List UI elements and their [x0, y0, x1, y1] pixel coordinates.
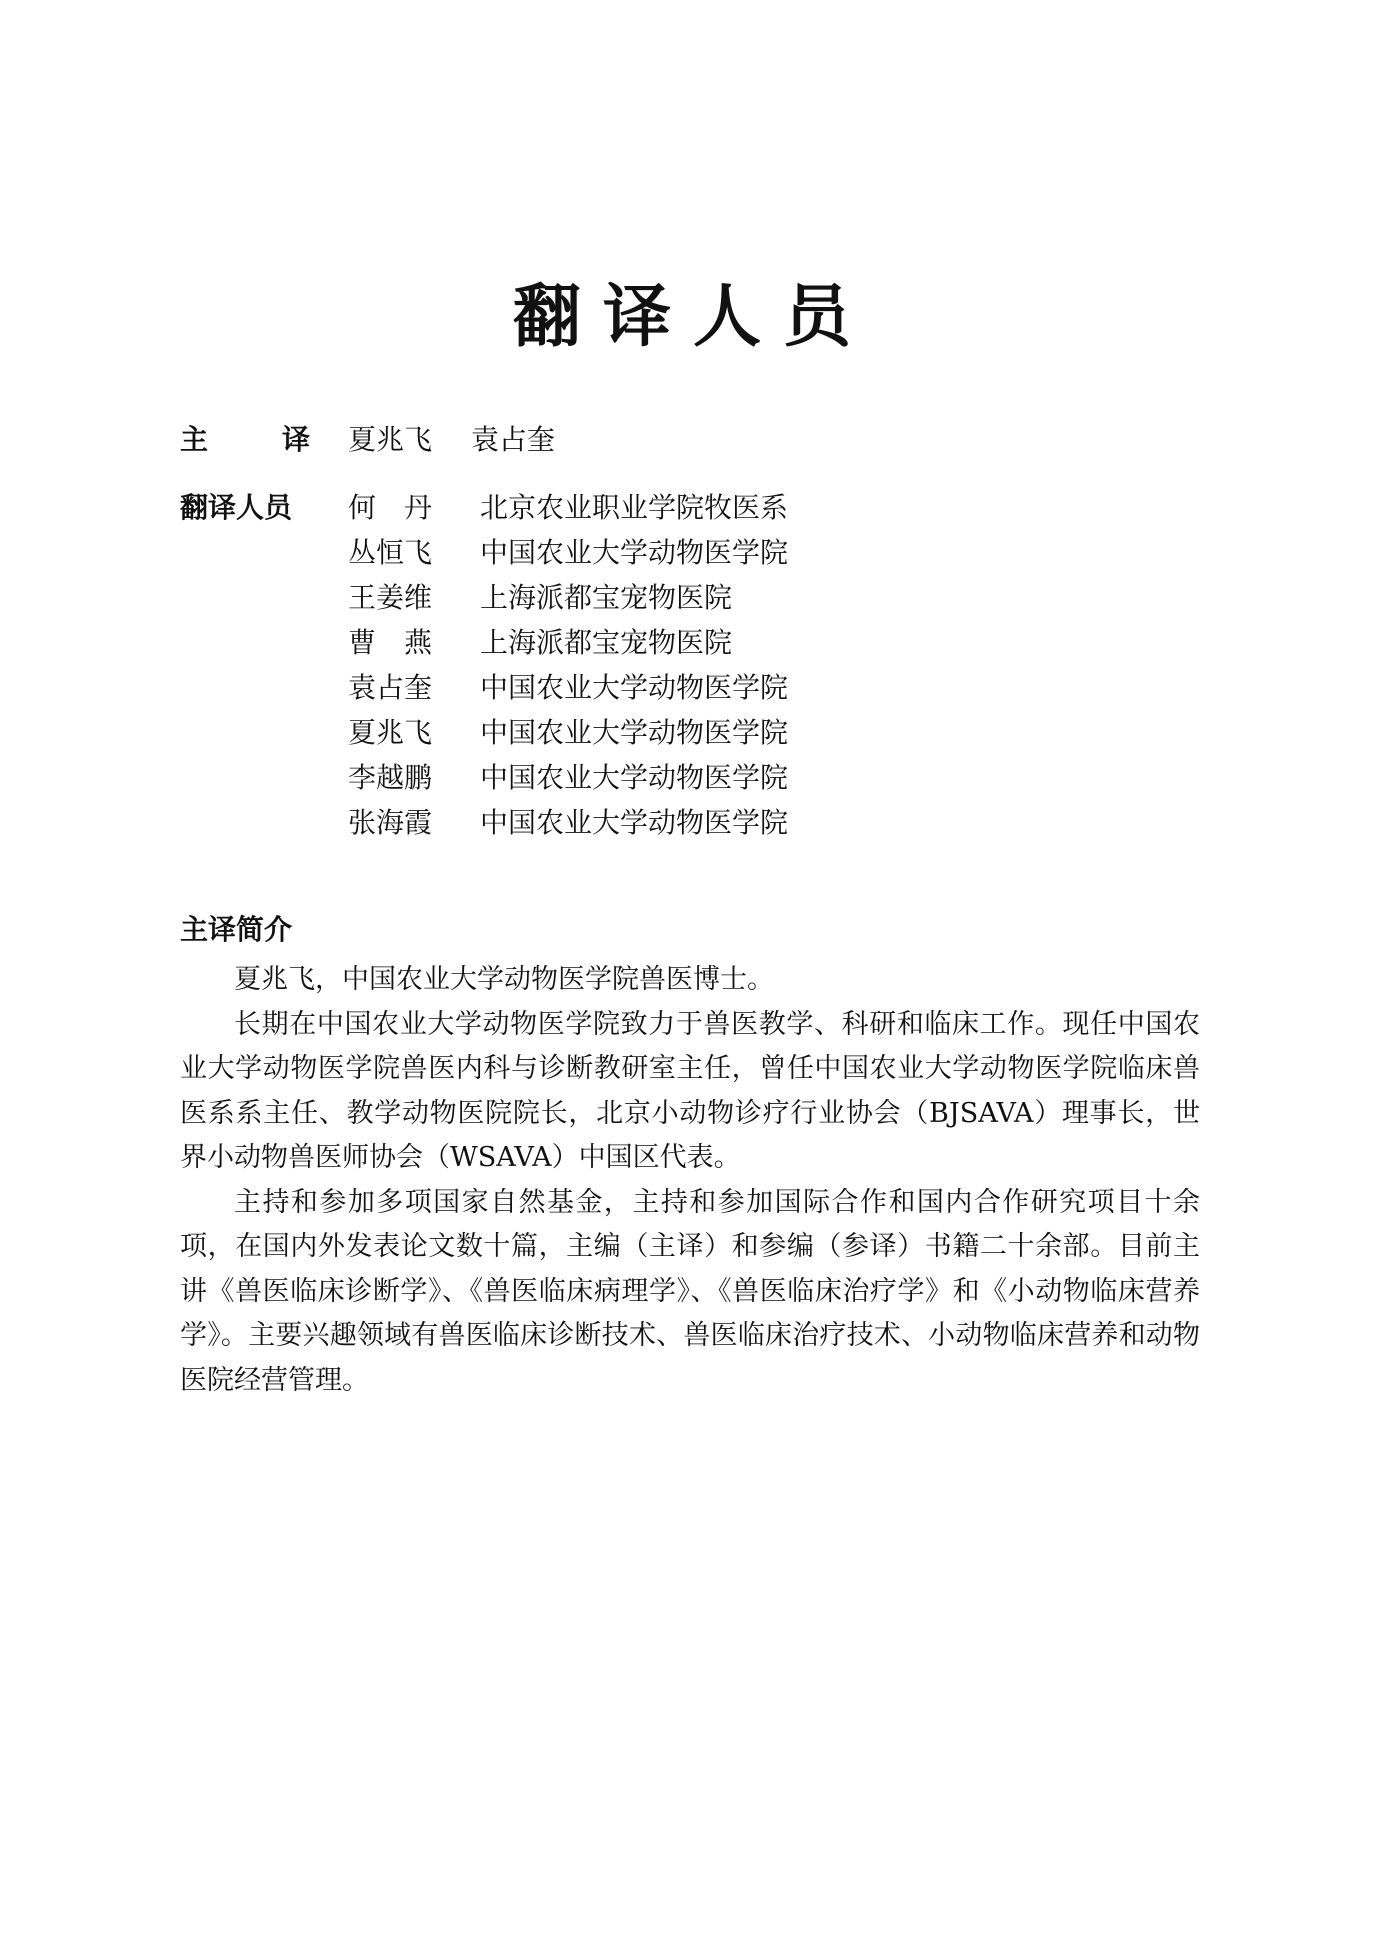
translator-name: 何 丹 — [348, 491, 433, 524]
translator-name: 李越鹏 — [348, 761, 433, 794]
intro-heading: 主译简介 — [180, 913, 293, 946]
translator-org: 上海派都宝宠物医院 — [480, 626, 733, 659]
translator-name: 王姜维 — [348, 581, 433, 614]
chief-translator-name: 夏兆飞 — [348, 423, 433, 456]
translator-org: 中国农业大学动物医学院 — [480, 536, 789, 569]
translator-name: 夏兆飞 — [348, 716, 433, 749]
intro-body — [180, 958, 1200, 1403]
chief-translators-names — [348, 418, 555, 462]
chief-translator-name: 袁占奎 — [470, 423, 555, 456]
intro-paragraph: 主持和参加多项国家自然基金，主持和参加国际合作和国内合作研究项目十余项，在国内外发表论文数十篇，主编（主译）和参编（参译）书籍二十余部。目前主讲《兽医临床诊断学》、《兽医临床病理学》、《兽医临床治疗学》和《小动物临床营养学》。主要兴趣领域有兽医临床诊断技术、兽医临床治疗技术、小动物临床营养和动物医院经营管理。 — [180, 1186, 1200, 1396]
translator-name: 张海霞 — [348, 806, 433, 839]
page-title: 翻译人员 — [512, 278, 873, 357]
intro-paragraph: 夏兆飞，中国农业大学动物医学院兽医博士。 — [234, 964, 774, 995]
translator-org: 中国农业大学动物医学院 — [480, 716, 789, 749]
translator-name: 曹 燕 — [348, 626, 433, 659]
translator-org: 中国农业大学动物医学院 — [480, 761, 789, 794]
translator-org: 北京农业职业学院牧医系 — [480, 491, 789, 524]
translator-name: 丛恒飞 — [348, 536, 433, 569]
translators-label: 翻译人员 — [180, 491, 293, 524]
chief-label-char: 译 — [281, 423, 310, 456]
translator-org: 中国农业大学动物医学院 — [480, 671, 789, 704]
translator-org: 上海派都宝宠物医院 — [480, 581, 733, 614]
chief-translators-label — [180, 418, 310, 462]
chief-label-char: 主 — [180, 423, 209, 456]
translator-org: 中国农业大学动物医学院 — [480, 806, 789, 839]
translator-name: 袁占奎 — [348, 671, 433, 704]
intro-paragraph: 长期在中国农业大学动物医学院致力于兽医教学、科研和临床工作。现任中国农业大学动物医学院兽医内科与诊断教研室主任，曾任中国农业大学动物医学院临床兽医系系主任、教学动物医院院长，北京小动物诊疗行业协会（BJSAVA）理事长，世界小动物兽医师协会（WSAVA）中国区代表。 — [180, 1008, 1200, 1173]
